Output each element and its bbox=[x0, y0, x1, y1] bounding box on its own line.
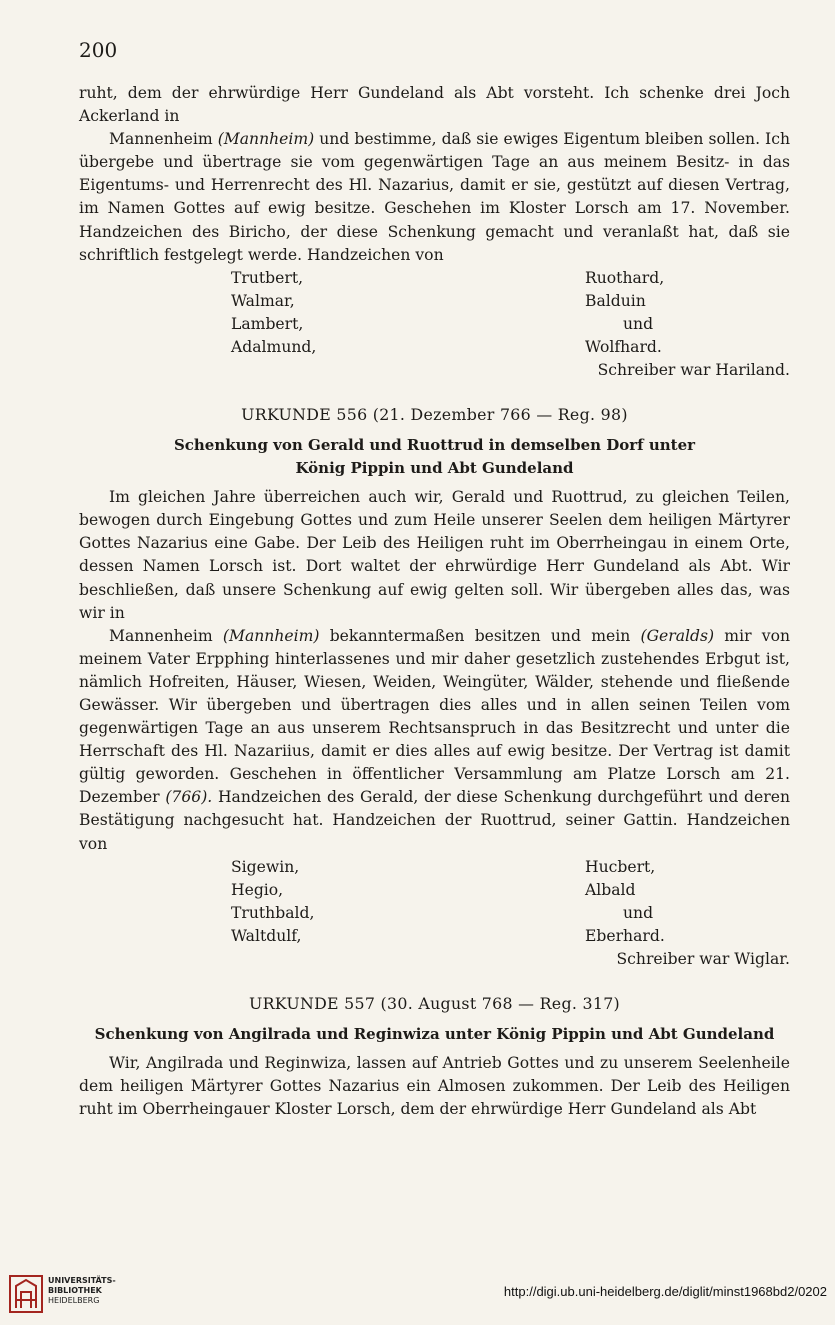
paragraph: Im gleichen Jahre überreichen auch wir, Gerald und Ruottrud, zu gleichen Teilen, bewogen durch Eingebung Gottes und zum Heile unserer Seelen dem heiligen Märtyrer Gottes Nazarius eine Gabe. Der Leib des Heiligen ruht im Oberrheingau in einem Orte, dessen Namen Lorsch ist. Dort waltet der ehrwürdige Herr Gundeland als Abt. Wir beschließen, daß unsere Schenkung auf ewig gelten soll. Wir übergeben alles das, was wir in bbox=[79, 488, 790, 622]
witness-name: Waltdulf, bbox=[231, 926, 302, 945]
document-title: König Pippin und Abt Gundeland bbox=[295, 459, 574, 478]
witness-name: Sigewin, bbox=[231, 857, 300, 876]
witness-name: Eberhard. bbox=[585, 926, 665, 945]
paragraph: Mannenheim (Mannheim) bekanntermaßen besitzen und mein (Geralds) mir von meinem Vater Erpphing hinterlassenes und mir daher gesetzlich zustehendes Erbgut ist, nämlich Hofreiten, Häuser, Wiesen, Weiden, Weingüter, Wälder, stehende und fließende Gewässer. Wir übergeben und übertragen dies alles und in allen seinen Teilen vom gegenwärtigen Tage an aus unserem Rechtsanspruch in das Besitzrecht und unter die Herrschaft des Hl. Nazariius, damit er dies alles auf ewig besitze. Der Vertrag ist damit gültig geworden. Geschehen in öffentlicher Versammlung am Platze Lorsch am 21. Dezember (766). Handzeichen des Gerald, der diese Schenkung durchgeführt und deren Bestätigung nachgesucht hat. Handzeichen der Ruottrud, seiner Gattin. Handzeichen von bbox=[79, 626, 790, 853]
witness-name: Balduin bbox=[585, 291, 646, 310]
paragraph: Mannenheim (Mannheim) und bestimme, daß sie ewiges Eigentum bleiben sollen. Ich übergebe und übertrage sie vom gegenwärtigen Tage an aus meinem Besitz- in das Eigentums- und Herrenrecht des Hl. Nazarius, damit er sie, gestützt auf diesen Vertrag, im Namen Gottes auf ewig besitze. Geschehen im Kloster Lorsch am 17. November. Handzeichen des Biricho, der diese Schenkung gemacht und veranlaßt hat, daß sie schriftlich festgelegt werde. Handzeichen von bbox=[79, 130, 790, 264]
scribe-line: Schreiber war Hariland. bbox=[597, 360, 790, 379]
document-body bbox=[79, 82, 790, 1121]
page-footer bbox=[0, 1270, 835, 1325]
witness-name: Truthbald, bbox=[231, 903, 315, 922]
witness-name: Ruothard, bbox=[585, 268, 665, 287]
page-number: 200 bbox=[79, 38, 118, 62]
witness-name: Trutbert, bbox=[231, 268, 304, 287]
paragraph: Wir, Angilrada und Reginwiza, lassen auf Antrieb Gottes und zu unserem Seelenheile dem heiligen Märtyrer Gottes Nazarius ein Almosen zukommen. Der Leib des Heiligen ruht im Oberrheingauer Kloster Lorsch, dem der ehrwürdige Herr Gundeland als Abt bbox=[79, 1053, 790, 1119]
paragraph: ruht, dem der ehrwürdige Herr Gundeland als Abt vorsteht. Ich schenke drei Joch Ackerland in bbox=[79, 84, 790, 126]
witness-name: Hegio, bbox=[231, 880, 284, 899]
witness-name: Walmar, bbox=[231, 291, 295, 310]
document-heading: URKUNDE 557 (30. August 768 — Reg. 317) bbox=[248, 993, 621, 1013]
witness-name: Hucbert, bbox=[585, 857, 656, 876]
university-library-logo bbox=[8, 1274, 44, 1314]
witness-name: Adalmund, bbox=[231, 338, 317, 357]
document-title: Schenkung von Angilrada und Reginwiza unter König Pippin und Abt Gundeland bbox=[94, 1024, 775, 1043]
document-title: Schenkung von Gerald und Ruottrud in demselben Dorf unter bbox=[173, 435, 696, 454]
source-url[interactable]: http://digi.ub.uni-heidelberg.de/diglit/minst1968bd2/0202 bbox=[503, 1284, 827, 1299]
scribe-line: Schreiber war Wiglar. bbox=[616, 949, 790, 968]
witness-name: Albald bbox=[585, 880, 636, 899]
witness-name: Lambert, bbox=[231, 314, 304, 333]
witness-name: und bbox=[623, 314, 654, 333]
witness-list bbox=[79, 856, 790, 948]
witness-list bbox=[79, 267, 790, 359]
library-name: UNIVERSITÄTS- BIBLIOTHEK HEIDELBERG bbox=[48, 1276, 116, 1305]
witness-name: und bbox=[623, 903, 654, 922]
document-heading: URKUNDE 556 (21. Dezember 766 — Reg. 98) bbox=[241, 404, 628, 424]
witness-name: Wolfhard. bbox=[585, 338, 662, 357]
